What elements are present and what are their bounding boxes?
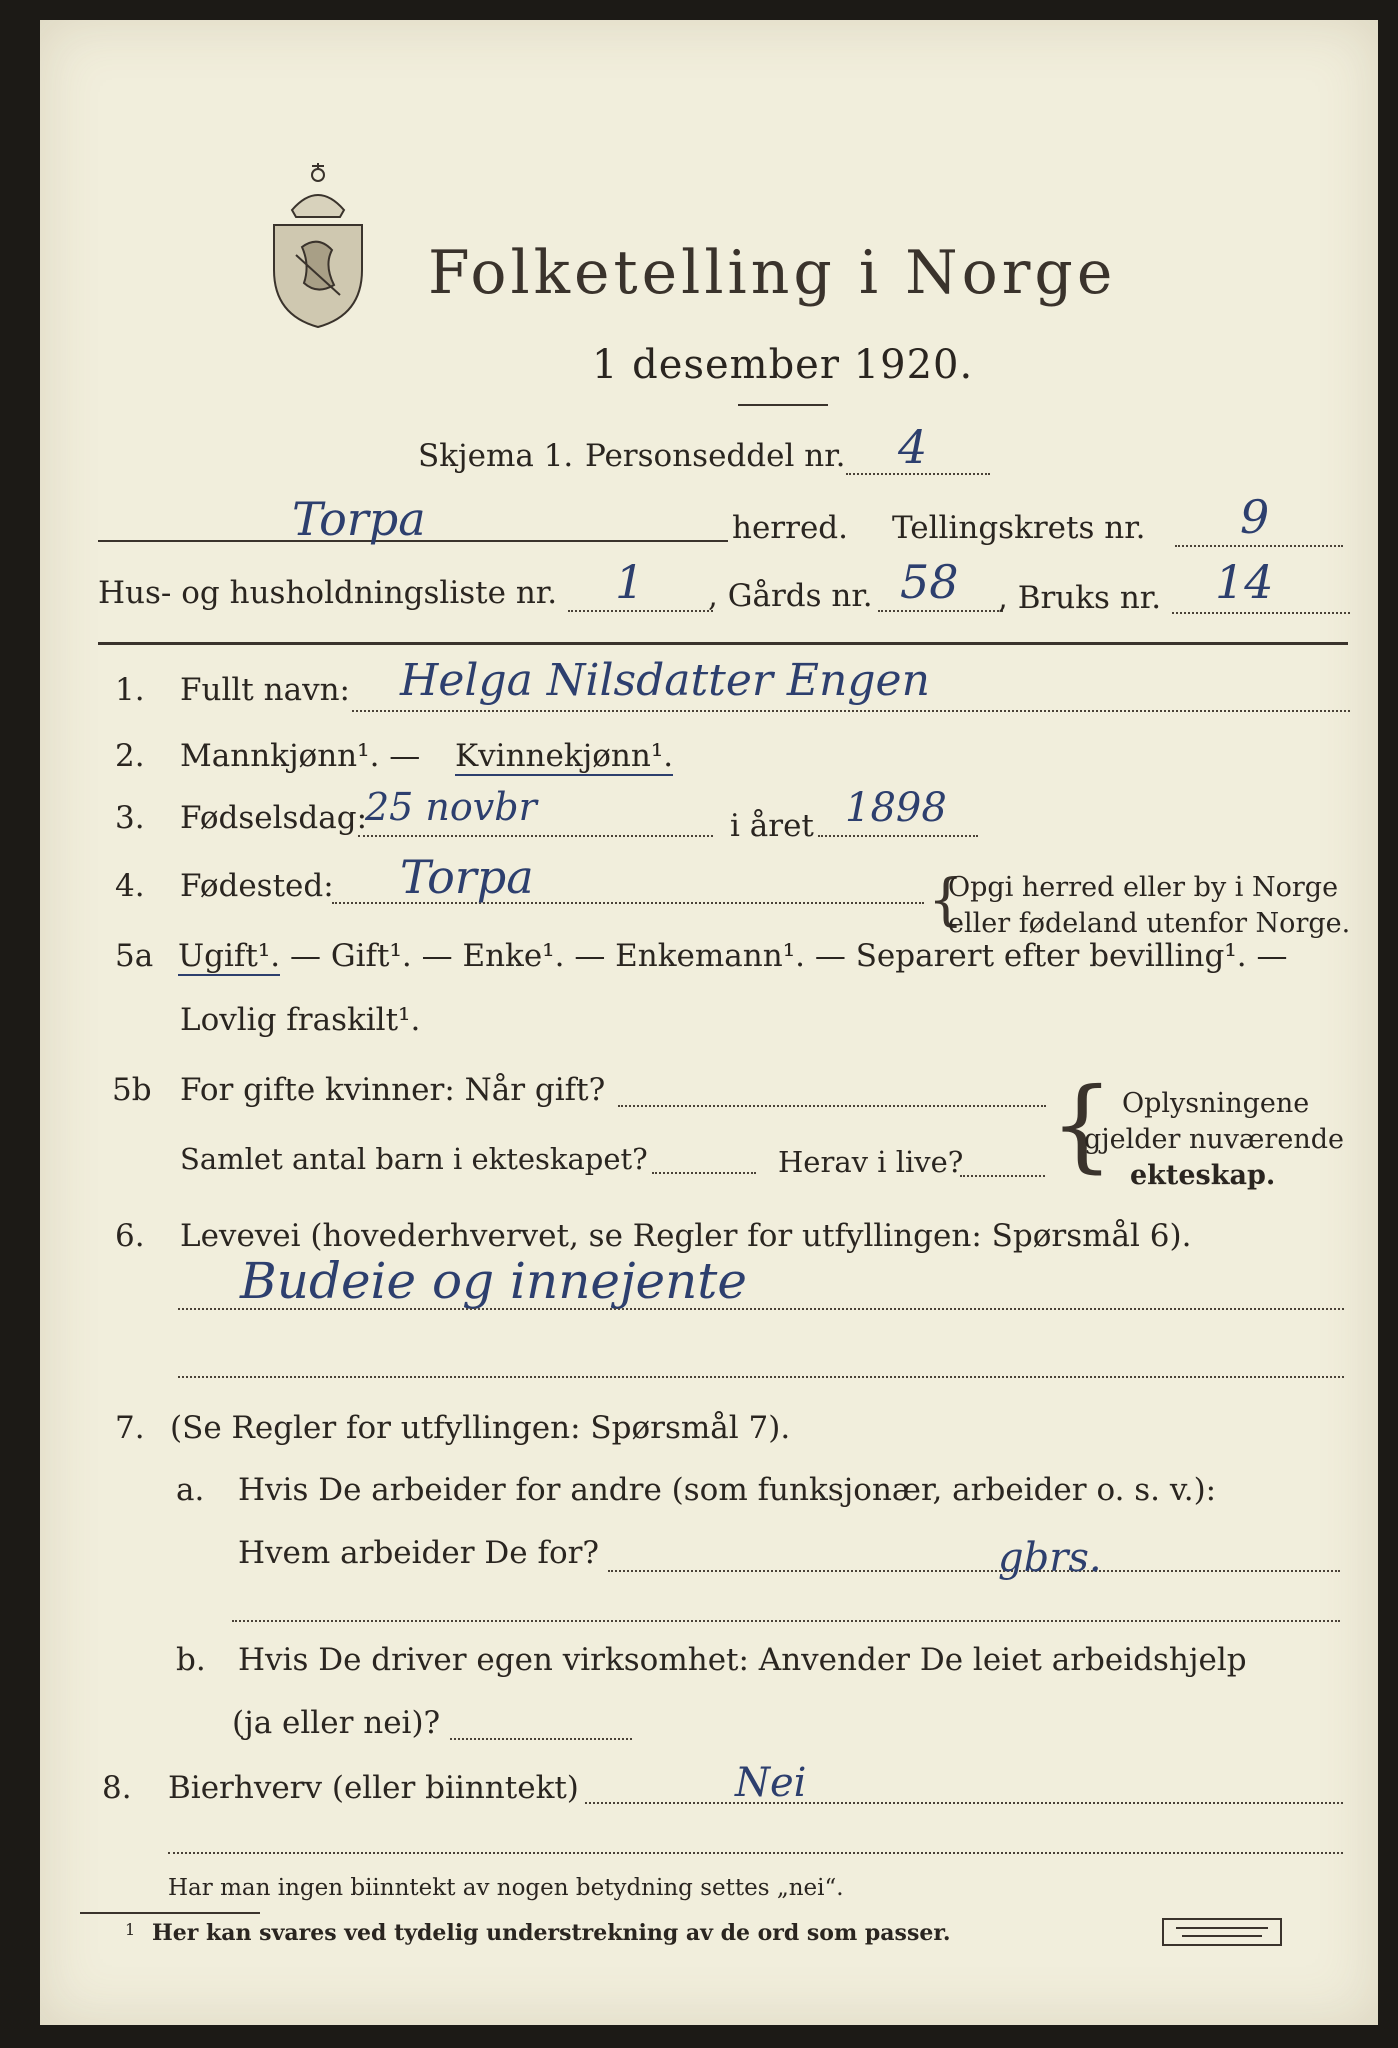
- bruks-line: [1172, 612, 1350, 614]
- q3-number: 3.: [115, 800, 145, 836]
- year-label: i året: [730, 808, 814, 844]
- full-name-value[interactable]: Helga Nilsdatter Engen: [400, 655, 930, 706]
- year-line: [818, 835, 978, 837]
- census-date: 1 desember 1920.: [592, 342, 974, 388]
- coat-of-arms-icon: [262, 155, 374, 330]
- husliste-label: Hus- og husholdningsliste nr.: [98, 575, 558, 611]
- q4-number: 4.: [115, 868, 145, 904]
- q6-label: Levevei (hovederhvervet, se Regler for utfyllingen: Spørsmål 6).: [180, 1218, 1192, 1254]
- employer-value[interactable]: gbrs.: [998, 1535, 1102, 1581]
- gards-line: [878, 610, 1003, 612]
- q4-note-line2: eller fødeland utenfor Norge.: [948, 908, 1351, 939]
- tellingskrets-nr[interactable]: 9: [1240, 490, 1270, 544]
- no-income-note: Har man ingen biinntekt av nogen betydning settes „nei“.: [168, 1875, 844, 1901]
- q7b-label: Hvis De driver egen virksomhet: Anvender De leiet arbeidshjelp: [238, 1642, 1247, 1678]
- alive-label: Herav i live?: [778, 1145, 964, 1179]
- ugift-option[interactable]: Ugift¹.: [178, 938, 281, 974]
- q8-line: [585, 1802, 1343, 1804]
- census-form: [40, 20, 1378, 2025]
- herred-value[interactable]: Torpa: [292, 492, 426, 546]
- q7a-letter: a.: [176, 1472, 205, 1508]
- q6-line1: [178, 1308, 1344, 1310]
- q5b-number: 5b: [112, 1072, 152, 1108]
- q7b-line: [450, 1738, 632, 1740]
- birthday-value[interactable]: 25 novbr: [365, 785, 537, 829]
- gards-nr[interactable]: 58: [900, 555, 959, 609]
- q5b-note-line1: Oplysningene: [1122, 1088, 1310, 1119]
- q4-label: Fødested:: [180, 868, 334, 904]
- children-label: Samlet antal barn i ekteskapet?: [180, 1142, 648, 1176]
- title-divider: [738, 404, 828, 406]
- header-divider: [98, 642, 1348, 645]
- q7-label: (Se Regler for utfyllingen: Spørsmål 7).: [170, 1410, 791, 1446]
- q1-number: 1.: [115, 672, 145, 708]
- birthplace-value[interactable]: Torpa: [400, 850, 534, 904]
- q1-line: [352, 710, 1350, 712]
- q7-number: 7.: [115, 1410, 145, 1446]
- q4-bracket: {: [928, 868, 964, 933]
- q7b-answer-label: (ja eller nei)?: [232, 1705, 441, 1741]
- q5b-note-line3: ekteskap.: [1130, 1160, 1276, 1191]
- q2-number: 2.: [115, 738, 145, 774]
- bruks-label: , Bruks nr.: [998, 580, 1162, 616]
- q6-number: 6.: [115, 1218, 145, 1254]
- personseddel-nr[interactable]: 4: [898, 420, 928, 474]
- q1-label: Fullt navn:: [180, 672, 350, 708]
- birth-year-value[interactable]: 1898: [845, 785, 947, 831]
- personseddel-label: Personseddel nr.: [585, 438, 846, 474]
- male-option[interactable]: Mannkjønn¹. —: [180, 738, 421, 774]
- tellingskrets-line: [1175, 545, 1343, 547]
- q7a-line1: [608, 1570, 1340, 1572]
- footnote-divider: [80, 1912, 260, 1914]
- alive-line: [960, 1175, 1045, 1177]
- printer-stamp-icon: [1162, 1918, 1282, 1946]
- q5b-note-line2: gjelder nuværende: [1084, 1124, 1344, 1155]
- marital-options[interactable]: — Gift¹. — Enke¹. — Enkemann¹. — Separert efter bevilling¹. —: [290, 938, 1288, 974]
- husliste-line: [568, 610, 713, 612]
- married-when-line: [618, 1105, 1046, 1107]
- form-title: Folketelling i Norge: [428, 238, 1117, 308]
- occupation-value[interactable]: Budeie og innejente: [240, 1252, 747, 1310]
- q3-line: [358, 835, 713, 837]
- bruks-nr[interactable]: 14: [1215, 555, 1274, 609]
- q7b-letter: b.: [176, 1642, 206, 1678]
- q7a-line2: [232, 1620, 1340, 1622]
- gards-label: , Gårds nr.: [708, 578, 873, 614]
- skjema-label: Skjema 1.: [418, 438, 574, 474]
- q5a-number: 5a: [115, 938, 154, 974]
- q6-line2: [178, 1376, 1344, 1378]
- q8-label: Bierhverv (eller biinntekt): [168, 1770, 579, 1806]
- footnote-mark: 1: [125, 1920, 136, 1939]
- q7a-label: Hvis De arbeider for andre (som funksjonær, arbeider o. s. v.):: [238, 1472, 1217, 1508]
- q5b-bracket: {: [1050, 1066, 1114, 1183]
- q8-number: 8.: [102, 1770, 132, 1806]
- footnote-text: Her kan svares ved tydelig understrekning av de ord som passer.: [152, 1920, 951, 1946]
- q3-label: Fødselsdag:: [180, 800, 368, 836]
- lovlig-fraskilt-option[interactable]: Lovlig fraskilt¹.: [180, 1002, 421, 1038]
- q4-note-line1: Opgi herred eller by i Norge: [948, 872, 1339, 903]
- q7a-employer-label: Hvem arbeider De for?: [238, 1535, 600, 1571]
- husliste-nr[interactable]: 1: [615, 555, 645, 609]
- side-income-value[interactable]: Nei: [735, 1760, 807, 1806]
- female-option[interactable]: Kvinnekjønn¹.: [455, 738, 674, 774]
- q8-line2: [168, 1852, 1343, 1854]
- married-when-label: For gifte kvinner: Når gift?: [180, 1072, 606, 1108]
- herred-label: herred.: [732, 510, 848, 546]
- tellingskrets-label: Tellingskrets nr.: [892, 510, 1146, 546]
- children-line: [652, 1172, 756, 1174]
